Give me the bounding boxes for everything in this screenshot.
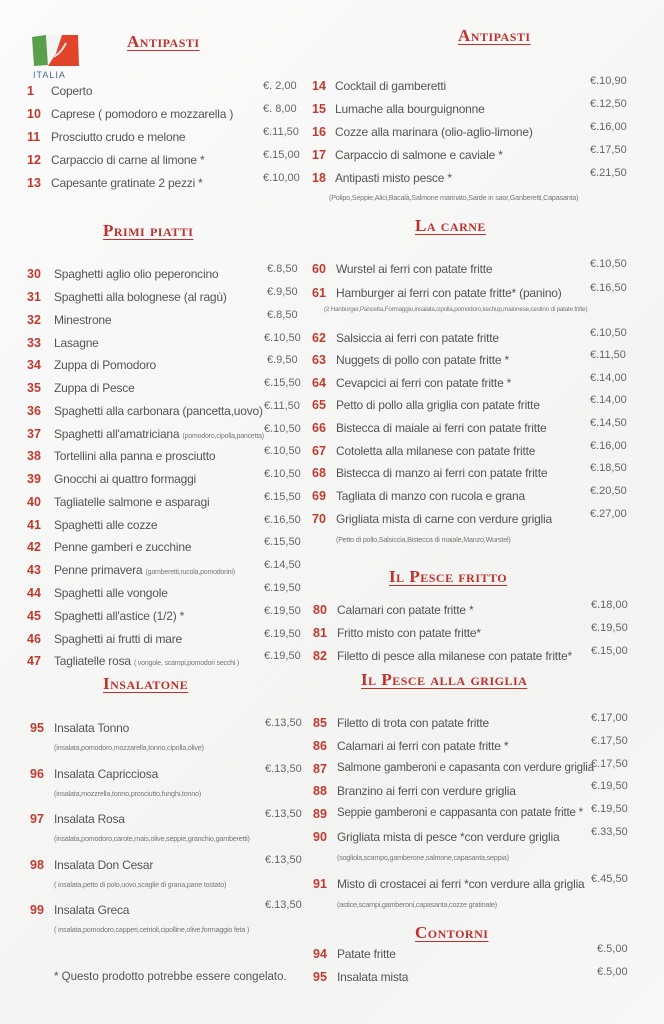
- item-ingredients: (astice,scampi,gamberoni,capasanta,cozze gratinate): [337, 900, 497, 909]
- item-number: 98: [30, 858, 44, 872]
- item-price: €.10,00: [263, 172, 300, 184]
- item-price: €.17,00: [591, 712, 628, 724]
- menu-item: [27, 400, 302, 422]
- item-name: Zuppa di Pesce: [54, 381, 135, 395]
- item-price: €.13,50: [265, 808, 302, 820]
- item-number: 15: [312, 102, 326, 116]
- item-ingredients: (2 Hanburger,Pancetta,Formaggio,insalata,cipolla,pomodoro,kechup,maionese,cestino di patate fritte): [324, 306, 588, 313]
- item-name: Nuggets di pollo con patate fritte *: [336, 353, 509, 367]
- item-name: Spaghetti ai frutti di mare: [54, 632, 183, 646]
- menu-item: [27, 628, 302, 650]
- item-name: Patate fritte: [337, 947, 396, 961]
- item-name: Grigliata mista di carne con verdure griglia: [336, 512, 552, 526]
- item-number: 65: [312, 398, 326, 412]
- item-ingredients: (Polipo,Seppie,Alici,Bacalà,Salmone marinato,Sarde in saor,Ganberetti,Capasanta): [329, 193, 579, 202]
- menu-item: [27, 514, 302, 536]
- menu-item: [27, 536, 302, 558]
- item-number: 91: [313, 877, 327, 891]
- item-number: 16: [312, 125, 326, 139]
- item-number: 39: [27, 472, 41, 486]
- menu-item: [27, 172, 300, 194]
- item-name: Misto di crostacei ai ferri *con verdure alla griglia: [337, 877, 585, 891]
- item-name: Hamburger ai ferri con patate fritte* (panino): [336, 286, 562, 300]
- item-price: €.13,50: [265, 717, 302, 729]
- section-title-la-carne: La carne: [415, 216, 486, 235]
- menu-item: [312, 485, 632, 507]
- item-number: 66: [312, 421, 326, 435]
- item-number: 37: [27, 427, 41, 441]
- item-name: Lumache alla bourguignonne: [335, 102, 485, 116]
- item-name: Filetto di trota con patate fritte: [337, 716, 489, 730]
- item-number: 30: [27, 267, 41, 281]
- item-number: 85: [313, 716, 327, 730]
- menu-item: [27, 423, 302, 445]
- item-name: Bistecca di manzo ai ferri con patate fritte: [336, 466, 548, 480]
- item-price: €.14,50: [264, 559, 301, 571]
- item-name: Penne primavera: [54, 563, 143, 577]
- item-number: 18: [312, 171, 326, 185]
- section-title-insalatone: Insalatone: [103, 674, 189, 693]
- menu-item: [312, 121, 632, 143]
- item-number: 96: [30, 767, 44, 781]
- item-name: Lasagne: [54, 336, 99, 350]
- section-title-antipasti-left: Antipasti: [127, 32, 200, 51]
- item-name: Minestrone: [54, 313, 112, 327]
- item-number: 17: [312, 148, 326, 162]
- menu-item: [313, 943, 633, 965]
- item-number: 40: [27, 495, 41, 509]
- item-name: Spaghetti alle vongole: [54, 586, 168, 600]
- item-price: €.8,50: [267, 309, 298, 321]
- item-price: €.5,00: [597, 966, 628, 978]
- item-price: €.27,00: [590, 508, 627, 520]
- item-price: €.8,50: [267, 263, 298, 275]
- item-name: Branzino ai ferri con verdure griglia: [337, 784, 516, 798]
- item-name: Tortellini alla panna e prosciutto: [54, 449, 216, 463]
- item-name: Cozze alla marinara (olio-aglio-limone): [335, 125, 533, 139]
- menu-item: [313, 622, 633, 644]
- item-name: Insalata Greca: [54, 903, 130, 917]
- item-price: €.13,50: [265, 899, 302, 911]
- item-price: €.16,00: [590, 440, 627, 452]
- menu-item: [30, 717, 302, 739]
- item-price: €.9,50: [267, 286, 298, 298]
- item-number: 45: [27, 609, 41, 623]
- item-name: Cocktail di gamberetti: [335, 79, 446, 93]
- item-ingredients: ( insalata,petto di polo,uovo,scaglie di grana,pane tostato): [54, 880, 227, 889]
- item-description: ( vongole, scampi,pomodori secchi ): [134, 660, 240, 667]
- item-price: €.10,50: [264, 332, 301, 344]
- item-name: Antipasti misto pesce *: [335, 171, 452, 185]
- item-name: Carpaccio di salmone e caviale *: [335, 148, 503, 162]
- menu-item: [313, 803, 633, 825]
- item-number: 47: [27, 654, 41, 668]
- menu-item: [312, 417, 632, 439]
- item-price: €.17,50: [591, 735, 628, 747]
- item-price: €.10,90: [590, 75, 627, 87]
- item-name: Capesante gratinate 2 pezzi *: [51, 176, 203, 190]
- menu-item: [27, 80, 299, 102]
- item-price: €.19,50: [591, 803, 628, 815]
- menu-item: [313, 780, 633, 802]
- item-name: Spaghetti all'astice (1/2) *: [54, 609, 185, 623]
- menu-item: [313, 966, 633, 988]
- menu-item: [312, 167, 632, 189]
- item-price: €.20,50: [590, 485, 627, 497]
- item-price: €.45,50: [591, 873, 628, 885]
- menu-item: [30, 854, 302, 876]
- item-number: 38: [27, 449, 41, 463]
- menu-item: [312, 75, 632, 97]
- section-title-primi-piatti: Primi piatti: [103, 221, 194, 240]
- item-price: €.16,00: [590, 121, 627, 133]
- item-name: Spaghetti alle cozze: [54, 518, 158, 532]
- item-name: Spaghetti aglio olio peperoncino: [54, 267, 219, 281]
- item-price: €.19,50: [264, 605, 301, 617]
- item-name: Tagliatelle rosa: [54, 654, 131, 668]
- item-name: Calamari ai ferri con patate fritte *: [337, 739, 509, 753]
- menu-item: [313, 873, 633, 895]
- item-name: Seppie gamberoni e cappasanta con patate fritte *: [337, 807, 583, 819]
- item-number: 36: [27, 404, 41, 418]
- menu-item: [312, 462, 632, 484]
- menu-item: [313, 599, 633, 621]
- item-number: 12: [27, 153, 41, 167]
- menu-item: [27, 126, 299, 148]
- item-number: 82: [313, 649, 327, 663]
- menu-item: [27, 377, 302, 399]
- item-number: 99: [30, 903, 44, 917]
- item-name: Gnocchi ai quattro formaggi: [54, 472, 197, 486]
- item-name: Spaghetti alla bolognese (al ragù): [54, 290, 227, 304]
- menu-item: [312, 144, 632, 166]
- item-number: 95: [30, 721, 44, 735]
- menu-item: [313, 645, 633, 667]
- item-price: €.17,50: [591, 758, 628, 770]
- item-number: 42: [27, 540, 41, 554]
- item-price: €.10,50: [264, 445, 301, 457]
- item-name: Insalata Capricciosa: [54, 767, 159, 781]
- item-price: €.11,50: [263, 126, 299, 138]
- item-description: (gamberetti,rucola,pomodorini): [145, 569, 235, 576]
- menu-item: [27, 103, 299, 125]
- item-ingredients: ( insalata,pomodoro,capperi,cetrioli,cipolline,olive,formaggio feta ): [54, 925, 250, 934]
- item-ingredients: (insalata,pomodoro,carote,mais,olive,seppie,granchio,gamberetti): [54, 834, 250, 843]
- menu-item: [312, 258, 632, 280]
- menu-item: [27, 650, 302, 672]
- item-name: Zuppa di Pomodoro: [54, 358, 156, 372]
- item-price: €.12,50: [590, 98, 627, 110]
- section-title-pesce-fritto: Il Pesce fritto: [389, 567, 508, 586]
- item-number: 80: [313, 603, 327, 617]
- menu-item: [27, 332, 302, 354]
- menu-item: [312, 349, 632, 371]
- item-number: 62: [312, 331, 326, 345]
- menu-item: [312, 282, 632, 304]
- item-name: Calamari con patate fritte *: [337, 603, 474, 617]
- item-number: 11: [27, 130, 41, 144]
- item-number: 13: [27, 176, 41, 190]
- item-name: Insalata Rosa: [54, 812, 125, 826]
- item-description: (pomodoro,cipolla,pancetta): [182, 433, 264, 440]
- item-name: Insalata Tonno: [54, 721, 130, 735]
- menu-item: [27, 491, 302, 513]
- item-name: Carpaccio di carne al limone *: [51, 153, 205, 167]
- item-name: Wurstel ai ferri con patate fritte: [336, 262, 493, 276]
- item-number: 70: [312, 512, 326, 526]
- item-price: €.16,50: [590, 282, 627, 294]
- item-name: Insalata mista: [337, 970, 409, 984]
- frozen-product-footnote: * Questo prodotto potrebbe essere congelato.: [54, 971, 287, 983]
- item-number: 69: [312, 489, 326, 503]
- item-ingredients: (insalata,pomodoro,mozzarella,tonno,cipolla,olive): [54, 743, 204, 752]
- item-number: 64: [312, 376, 326, 390]
- item-price: €.9,50: [267, 354, 298, 366]
- item-name: Prosciutto crudo e melone: [51, 130, 186, 144]
- item-number: 67: [312, 444, 326, 458]
- item-name: Penne gamberi e zucchine: [54, 540, 192, 554]
- item-number: 43: [27, 563, 41, 577]
- item-number: 10: [27, 107, 41, 121]
- item-number: 61: [312, 286, 326, 300]
- item-name: Salmone gamberoni e capasanta con verdure griglia: [337, 762, 594, 774]
- item-name: Insalata Don Cesar: [54, 858, 154, 872]
- item-number: 86: [313, 739, 327, 753]
- menu-item: [312, 440, 632, 462]
- section-title-antipasti-right: Antipasti: [458, 26, 531, 45]
- item-number: 89: [313, 807, 327, 821]
- item-name: Cotoletta alla milanese con patate fritte: [336, 444, 536, 458]
- item-price: €. 2,00: [263, 80, 297, 92]
- menu-item: [312, 372, 632, 394]
- item-number: 88: [313, 784, 327, 798]
- item-number: 44: [27, 586, 41, 600]
- item-ingredients: (sogliola,scampo,gamberone,salmone,capasanta,seppia): [337, 853, 509, 862]
- menu-item: [312, 98, 632, 120]
- item-name: Spaghetti all'amatriciana: [54, 427, 180, 441]
- item-number: 14: [312, 79, 326, 93]
- item-price: €.10,50: [590, 258, 627, 270]
- item-price: €.19,50: [264, 582, 301, 594]
- menu-item: [312, 508, 632, 530]
- item-name: Bistecca di maiale ai ferri con patate fritte: [336, 421, 547, 435]
- menu-item: [27, 309, 302, 331]
- item-price: €.33,50: [591, 826, 628, 838]
- item-number: 33: [27, 336, 41, 350]
- menu-item: [30, 899, 302, 921]
- menu-item: [313, 712, 633, 734]
- item-name: Tagliata di manzo con rucola e grana: [336, 489, 525, 503]
- item-price: €.18,50: [590, 462, 627, 474]
- item-number: 34: [27, 358, 41, 372]
- item-price: €.19,50: [591, 780, 628, 792]
- item-number: 97: [30, 812, 44, 826]
- menu-item: [312, 327, 632, 349]
- section-title-pesce-griglia: Il Pesce alla griglia: [361, 670, 528, 689]
- item-number: 95: [313, 970, 327, 984]
- menu-item: [27, 149, 300, 171]
- item-price: €.13,50: [265, 854, 302, 866]
- item-price: €.13,50: [265, 763, 302, 775]
- item-price: €.14,00: [590, 372, 627, 384]
- item-number: 46: [27, 632, 41, 646]
- item-name: Filetto di pesce alla milanese con patate fritte*: [337, 649, 572, 663]
- item-price: €.16,50: [264, 514, 301, 526]
- menu-item: [30, 808, 302, 830]
- item-number: 1: [27, 84, 34, 98]
- item-number: 81: [313, 626, 327, 640]
- item-price: €.17,50: [590, 144, 627, 156]
- item-name: Petto di pollo alla griglia con patate fritte: [336, 398, 540, 412]
- item-number: 94: [313, 947, 327, 961]
- item-price: €.14,50: [590, 417, 627, 429]
- item-price: €.11,50: [264, 400, 300, 412]
- item-number: 90: [313, 830, 327, 844]
- item-name: Caprese ( pomodoro e mozzarella ): [51, 107, 234, 121]
- menu-item: [27, 286, 302, 308]
- section-title-contorni: Contorni: [415, 923, 489, 942]
- item-number: 60: [312, 262, 326, 276]
- item-price: €.14,00: [590, 394, 627, 406]
- item-price: €.15,50: [264, 491, 301, 503]
- item-number: 68: [312, 466, 326, 480]
- item-name: Spaghetti alla carbonara (pancetta,uovo): [54, 404, 263, 418]
- item-name: Salsiccia ai ferri con patate fritte: [336, 331, 499, 345]
- menu-item: [313, 826, 633, 848]
- menu-item: [27, 605, 302, 627]
- item-number: 63: [312, 353, 326, 367]
- menu-item: [27, 263, 302, 285]
- item-number: 87: [313, 762, 327, 776]
- menu-item: [27, 582, 302, 604]
- item-number: 32: [27, 313, 41, 327]
- item-name: Fritto misto con patate fritte*: [337, 626, 481, 640]
- item-number: 31: [27, 290, 41, 304]
- menu-item: [312, 394, 632, 416]
- italian-flag-icon: [32, 35, 80, 67]
- item-price: €.15,00: [591, 645, 628, 657]
- italia-label: ITALIA: [33, 70, 66, 80]
- menu-item: [27, 445, 302, 467]
- menu-item: [27, 468, 302, 490]
- item-price: €.10,50: [264, 468, 301, 480]
- item-name: Grigliata mista di pesce *con verdure griglia: [337, 830, 560, 844]
- item-name: Tagliatelle salmone e asparagi: [54, 495, 210, 509]
- item-price: €.10,50: [590, 327, 627, 339]
- item-price: €.19,50: [264, 628, 301, 640]
- item-number: 41: [27, 518, 41, 532]
- item-price: €.18,00: [591, 599, 628, 611]
- item-price: €.19,50: [591, 622, 628, 634]
- item-price: €.15,50: [264, 377, 301, 389]
- item-price: €.15,50: [264, 536, 301, 548]
- item-price: €.19,50: [264, 650, 301, 662]
- item-number: 35: [27, 381, 41, 395]
- item-price: €.21,50: [590, 167, 627, 179]
- item-price: €.15,00: [263, 149, 300, 161]
- item-ingredients: (Petto di pollo,Salsiccia,Bistecca di maiale,Manzo,Wurstel): [336, 535, 511, 544]
- menu-item: [313, 735, 633, 757]
- item-price: €.5,00: [597, 943, 628, 955]
- item-ingredients: (insalata,mozzrella,tonno,prosciutto,funghi,tonno): [54, 789, 202, 798]
- menu-item: [30, 763, 302, 785]
- item-price: €. 8,00: [263, 103, 297, 115]
- item-name: Cevapcici ai ferri con patate fritte *: [336, 376, 512, 390]
- menu-item: [27, 354, 302, 376]
- item-price: €.10,50: [264, 423, 301, 435]
- menu-item: [27, 559, 302, 581]
- item-price: €.11,50: [590, 349, 626, 361]
- item-name: Coperto: [51, 84, 93, 98]
- menu-item: [313, 758, 633, 780]
